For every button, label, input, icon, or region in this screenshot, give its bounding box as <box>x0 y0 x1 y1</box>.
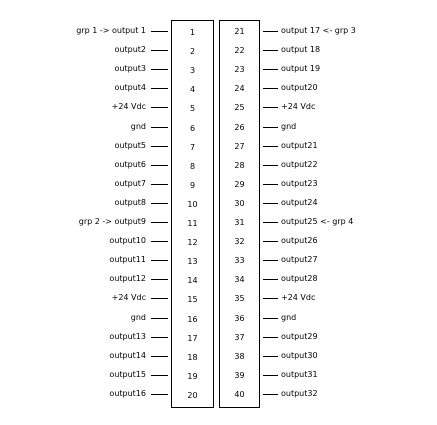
pin-number: 36 <box>234 313 245 323</box>
pin-lead-line <box>263 203 278 204</box>
pin-number: 3 <box>189 66 196 76</box>
pin-lead-line <box>263 165 278 166</box>
pin-label: +24 Vdc <box>281 102 316 112</box>
pin-number: 40 <box>234 389 245 399</box>
pin-lead-line <box>151 298 168 299</box>
pin-lead-line <box>151 146 168 147</box>
pin-number: 2 <box>189 47 196 57</box>
pin-number: 4 <box>189 85 196 95</box>
pin-label: output25 <- grp 4 <box>281 217 354 226</box>
pin-label: output11 <box>109 255 146 265</box>
pin-lead-line <box>263 279 278 280</box>
pin-lead-line <box>263 298 278 299</box>
pin-lead-line <box>263 337 278 338</box>
pin-number: 14 <box>187 276 198 286</box>
pin-lead-line <box>263 50 278 51</box>
pin-label: output24 <box>281 197 318 207</box>
pin-number: 20 <box>187 390 198 400</box>
pin-label: output3 <box>114 64 146 74</box>
pin-number: 5 <box>189 104 196 114</box>
pin-number: 8 <box>189 161 196 171</box>
pin-lead-line <box>151 279 168 280</box>
pin-number: 37 <box>234 332 245 342</box>
pin-label: output20 <box>281 83 318 93</box>
pin-label: output30 <box>281 350 318 360</box>
pin-lead-line <box>263 184 278 185</box>
pin-number: 21 <box>234 27 245 36</box>
pin-number: 11 <box>187 219 198 228</box>
pin-number: 35 <box>234 294 245 304</box>
pin-label: gnd <box>281 312 297 322</box>
pin-lead-line <box>263 260 278 261</box>
pin-label: +24 Vdc <box>111 293 146 303</box>
pin-number: 9 <box>189 180 196 190</box>
pin-label: gnd <box>130 312 146 322</box>
pin-number: 19 <box>187 371 198 381</box>
pin-number: 38 <box>234 351 245 361</box>
pin-label: output28 <box>281 274 318 284</box>
pin-lead-line <box>151 222 168 223</box>
pin-lead-line <box>151 241 168 242</box>
pin-lead-line <box>151 356 168 357</box>
pin-number: 1 <box>189 28 196 37</box>
pin-number: 28 <box>234 160 245 170</box>
pin-lead-line <box>151 260 168 261</box>
pin-lead-line <box>263 318 278 319</box>
pin-lead-line <box>263 375 278 376</box>
pin-label: +24 Vdc <box>281 293 316 303</box>
pin-label: output6 <box>114 159 146 169</box>
pin-number: 22 <box>234 46 245 56</box>
pin-label: output29 <box>281 331 318 341</box>
pin-label: output2 <box>114 45 146 55</box>
pin-number: 24 <box>234 84 245 94</box>
connector-block-right <box>219 20 260 408</box>
pin-label: grp 2 -> output9 <box>78 217 146 226</box>
pin-label: output22 <box>281 159 318 169</box>
pin-label: output10 <box>109 236 146 246</box>
pin-number: 39 <box>234 370 245 380</box>
pin-lead-line <box>151 318 168 319</box>
pin-label: output 17 <- grp 3 <box>281 26 356 35</box>
pin-lead-line <box>263 394 278 395</box>
pin-lead-line <box>151 50 168 51</box>
pin-lead-line <box>263 241 278 242</box>
pin-number: 26 <box>234 122 245 132</box>
pin-label: output26 <box>281 236 318 246</box>
pin-label: output31 <box>281 369 318 379</box>
pin-label: +24 Vdc <box>111 102 146 112</box>
pin-label: output32 <box>281 388 318 398</box>
pin-label: output27 <box>281 255 318 265</box>
pin-number: 12 <box>187 238 198 248</box>
pin-lead-line <box>151 69 168 70</box>
pin-label: output16 <box>109 388 146 398</box>
pin-lead-line <box>263 356 278 357</box>
pin-lead-line <box>263 222 278 223</box>
pin-lead-line <box>151 31 168 32</box>
pin-number: 32 <box>234 237 245 247</box>
pin-lead-line <box>151 375 168 376</box>
pin-number: 13 <box>187 257 198 267</box>
pin-number: 16 <box>187 314 198 324</box>
pin-number: 34 <box>234 275 245 285</box>
pin-number: 10 <box>187 199 198 209</box>
pin-label: output4 <box>114 83 146 93</box>
pin-label: gnd <box>281 121 297 131</box>
pin-number: 17 <box>187 333 198 343</box>
pin-label: output23 <box>281 178 318 188</box>
pin-lead-line <box>263 127 278 128</box>
pin-number: 18 <box>187 352 198 362</box>
pin-number: 15 <box>187 295 198 305</box>
pin-number: 7 <box>189 142 196 152</box>
pin-number: 6 <box>189 123 196 133</box>
pin-lead-line <box>263 88 278 89</box>
pin-lead-line <box>151 127 168 128</box>
pin-number: 29 <box>234 179 245 189</box>
pin-lead-line <box>151 184 168 185</box>
pin-number: 27 <box>234 141 245 151</box>
pin-label: output15 <box>109 369 146 379</box>
pin-lead-line <box>151 107 168 108</box>
pin-label: output8 <box>114 197 146 207</box>
pin-label: gnd <box>130 121 146 131</box>
pin-label: output7 <box>114 178 146 188</box>
pin-label: output13 <box>109 331 146 341</box>
pin-label: output 18 <box>281 45 321 55</box>
pin-label: grp 1 -> output 1 <box>76 26 146 35</box>
pin-lead-line <box>263 146 278 147</box>
pin-lead-line <box>151 337 168 338</box>
pin-number: 30 <box>234 198 245 208</box>
pin-lead-line <box>151 88 168 89</box>
pin-lead-line <box>263 31 278 32</box>
connector-block-left <box>171 20 214 408</box>
pin-lead-line <box>263 107 278 108</box>
pin-label: output12 <box>109 274 146 284</box>
pin-label: output14 <box>109 350 146 360</box>
pin-lead-line <box>151 203 168 204</box>
pin-number: 25 <box>234 103 245 113</box>
pin-lead-line <box>151 165 168 166</box>
pin-number: 31 <box>234 218 245 227</box>
pin-lead-line <box>151 394 168 395</box>
pin-label: output 19 <box>281 64 321 74</box>
pin-label: output5 <box>114 140 146 150</box>
pin-label: output21 <box>281 140 318 150</box>
pin-lead-line <box>263 69 278 70</box>
pin-number: 23 <box>234 65 245 75</box>
pin-number: 33 <box>234 256 245 266</box>
